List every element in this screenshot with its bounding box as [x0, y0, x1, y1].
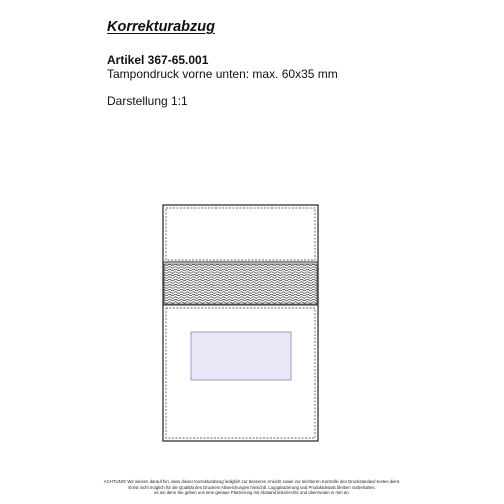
mesh-band — [164, 264, 317, 304]
product-drawing — [162, 204, 319, 442]
print-specification: Tampondruck vorne unten: max. 60x35 mm — [107, 67, 338, 81]
imprint-area — [191, 332, 291, 380]
disclaimer-line: es sei denn Sie geben uns eine genaue Platzierung mit Abstand links/rechts und oben/unten in mm an. — [154, 490, 350, 495]
article-number: Artikel 367-65.001 — [107, 53, 209, 67]
page-title: Korrekturabzug — [107, 19, 215, 35]
product-outline — [163, 205, 318, 441]
disclaimer-line: ACHTUNG! Wir weisen darauf hin, dass dieser Korrekturabzug lediglich zur besseren Ansicht sowie zur leichteren Kontrolle des Druckstandes/-textes dient. — [103, 479, 401, 484]
scale-note: Darstellung 1:1 — [107, 94, 188, 108]
disclaimer-line: Ernst nicht möglich für die Qualität des Druckes! Abweichungen hinsichtl. Logoplatzierung und Produktdetails bleiben vorbehalten, — [128, 484, 376, 490]
